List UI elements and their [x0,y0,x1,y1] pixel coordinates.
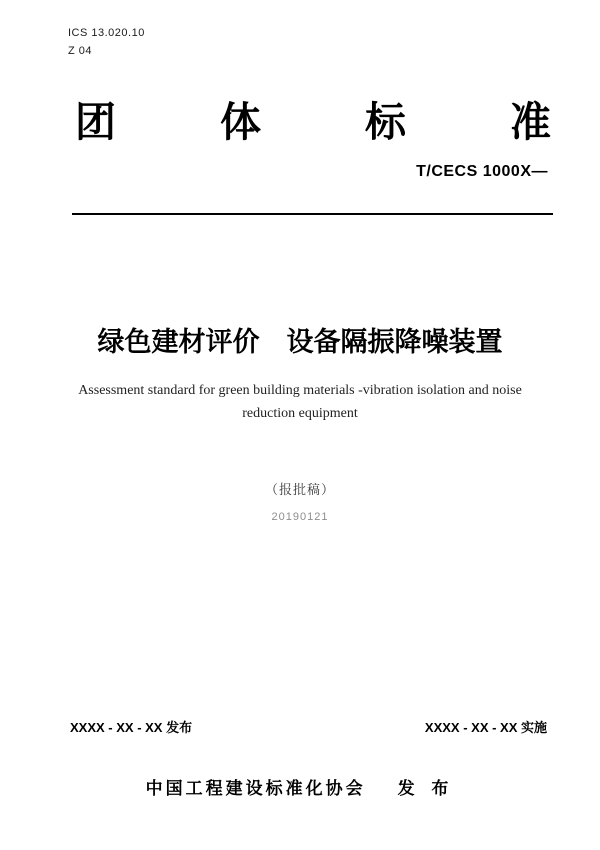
ics-code: ICS 13.020.10 [68,27,145,39]
ics-block [68,24,145,60]
doc-type-char: 准 [510,99,551,145]
draft-date-code: 20190121 [271,511,329,523]
publish-action-label: 发 布 [397,779,455,798]
doc-type-char: 标 [365,99,406,145]
header-divider [72,213,553,215]
publisher-name: 中国工程建设标准化协会 [145,779,366,798]
standard-title-chinese: 绿色建材评价 设备隔振降噪装置 [97,327,503,357]
implement-date: XXXX - XX - XX 实施 [424,720,547,735]
standard-number: T/CECS 1000X— [416,163,548,180]
doc-type-char: 团 [75,99,116,145]
document-type-title [75,98,551,147]
classification-code: Z 04 [68,45,93,57]
draft-status-note: （报批稿） [264,482,335,497]
doc-type-char: 体 [220,99,261,145]
dates-row [70,717,547,736]
standard-title-english [0,379,600,425]
publisher-line [0,774,600,799]
standard-title-english-line2: reduction equipment [242,406,358,421]
issue-date: XXXX - XX - XX 发布 [70,720,193,735]
standard-title-english-line1: Assessment standard for green building materials -vibration isolation and noise [78,383,522,398]
